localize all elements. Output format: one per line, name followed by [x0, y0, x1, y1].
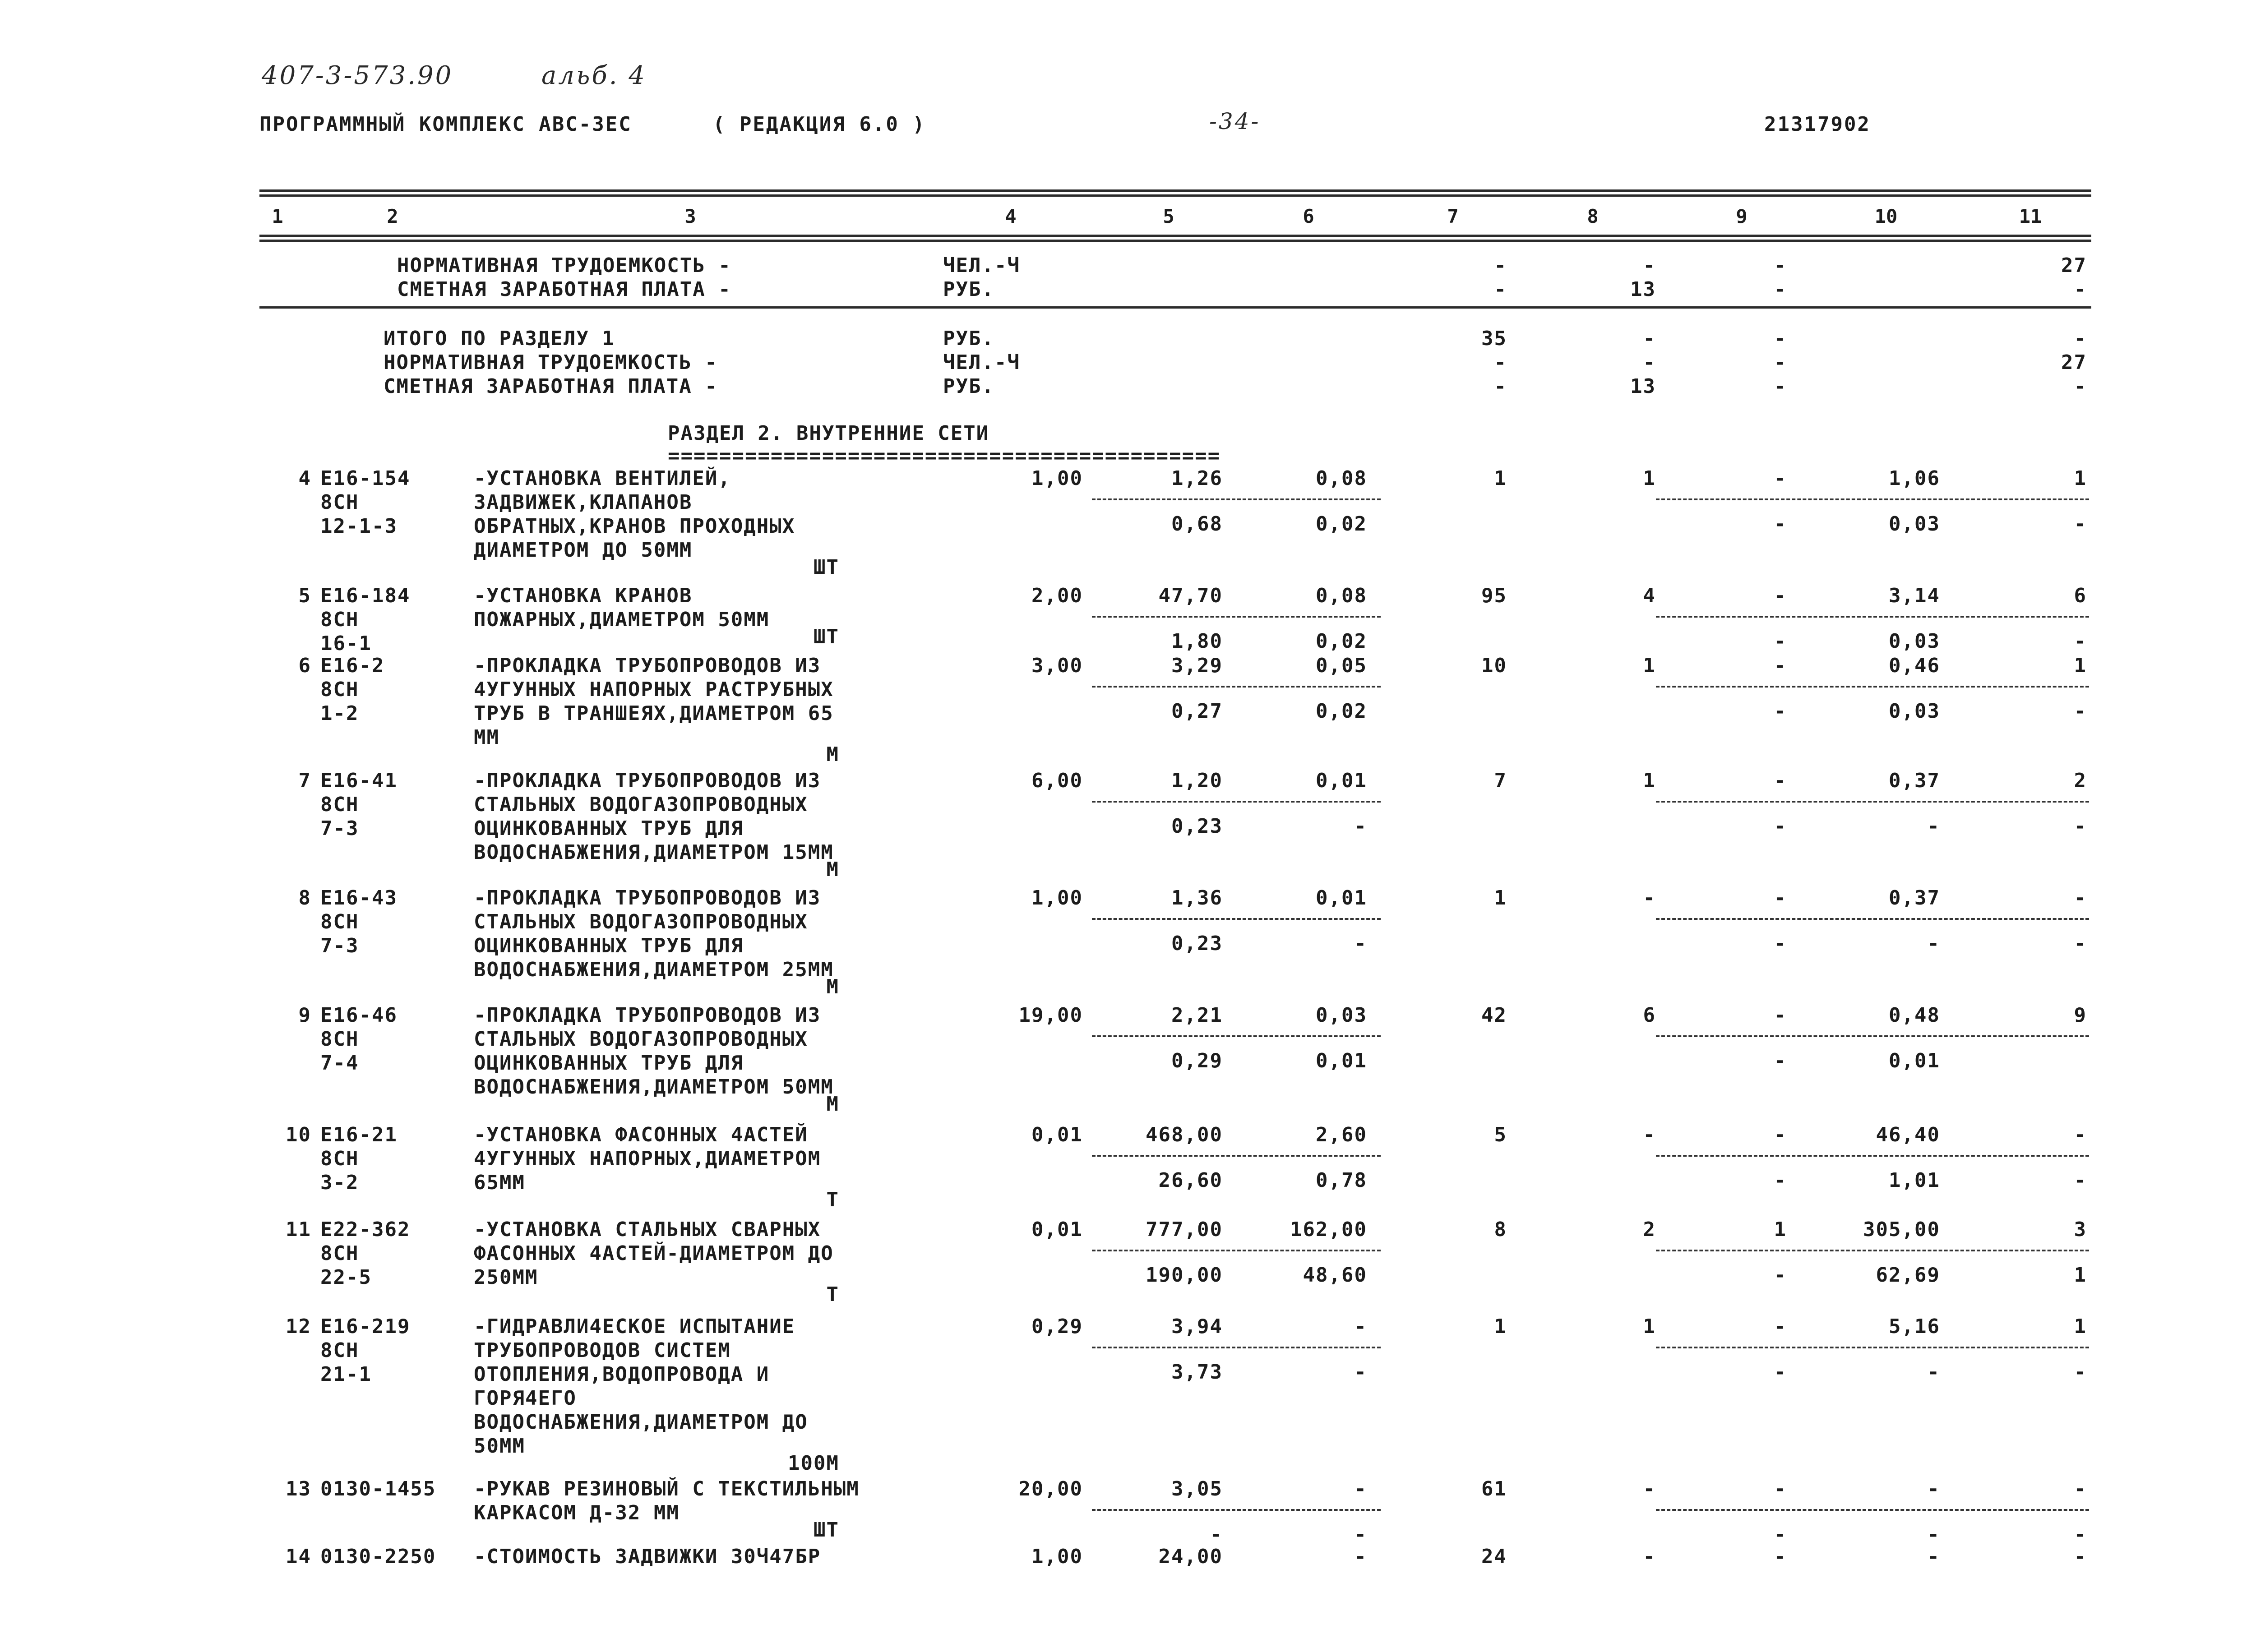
- item-col9-second: -: [1774, 700, 1787, 723]
- item-code: Е16-154: [320, 467, 411, 490]
- totals-col8: -: [1643, 351, 1656, 374]
- item-col8: 1: [1643, 1315, 1656, 1338]
- item-col8: -: [1643, 1477, 1656, 1500]
- item-description: ГОРЯ4ЕГО: [474, 1387, 577, 1410]
- item-quantity: 1,00: [1031, 1545, 1083, 1568]
- item-description: ОЦИНКОВАННЫХ ТРУБ ДЛЯ: [474, 1052, 744, 1075]
- item-col11: -: [2074, 1545, 2087, 1568]
- item-description: ММ: [474, 726, 499, 749]
- item-code: 1-2: [320, 702, 359, 725]
- summary-col8: -: [1643, 254, 1656, 277]
- item-code: Е16-21: [320, 1123, 398, 1146]
- item-unit: ШТ: [814, 625, 839, 648]
- item-quantity: 2,00: [1031, 584, 1083, 607]
- item-col7: 5: [1494, 1123, 1507, 1146]
- item-description: ПОЖАРНЫХ,ДИАМЕТРОМ 50ММ: [474, 608, 770, 631]
- column-number: 9: [1736, 205, 1747, 227]
- item-description: 250ММ: [474, 1266, 538, 1289]
- item-col10: 5,16: [1889, 1315, 1940, 1338]
- totals-col9: -: [1774, 351, 1787, 374]
- item-code: 8СН: [320, 1242, 359, 1265]
- item-col5: 3,29: [1171, 654, 1223, 677]
- item-col10-second: 62,69: [1876, 1264, 1940, 1287]
- item-col10-second: 0,03: [1889, 512, 1940, 535]
- item-number: 5: [298, 584, 311, 607]
- item-col8: 6: [1643, 1004, 1656, 1027]
- item-col6-second: 0,02: [1316, 630, 1367, 653]
- table-top-rule: [259, 189, 2091, 197]
- underline-rule: [1092, 498, 1381, 500]
- item-col6: -: [1354, 1545, 1367, 1568]
- item-code: 8СН: [320, 1147, 359, 1170]
- totals-col9: -: [1774, 327, 1787, 350]
- item-unit: М: [826, 858, 839, 881]
- item-col5-second: 3,73: [1171, 1361, 1223, 1384]
- item-code: 8СН: [320, 491, 359, 514]
- item-code: 8СН: [320, 1028, 359, 1051]
- item-description: -ПРОКЛАДКА ТРУБОПРОВОДОВ ИЗ: [474, 769, 821, 792]
- item-col11-second: 1: [2074, 1264, 2087, 1287]
- item-quantity: 0,01: [1031, 1123, 1083, 1146]
- item-col9-second: -: [1774, 1264, 1787, 1287]
- item-col9: -: [1774, 654, 1787, 677]
- item-col5-second: 0,23: [1171, 815, 1223, 838]
- item-description: ВОДОСНАБЖЕНИЯ,ДИАМЕТРОМ 50ММ: [474, 1075, 834, 1098]
- item-quantity: 6,00: [1031, 769, 1083, 792]
- item-unit: М: [826, 975, 839, 998]
- item-description: 50ММ: [474, 1435, 525, 1458]
- item-col11-second: -: [2074, 700, 2087, 723]
- underline-rule: [1656, 1347, 2089, 1348]
- item-col10-second: -: [1927, 815, 1940, 838]
- summary-label: СМЕТНАЯ ЗАРАБОТНАЯ ПЛАТА -: [397, 278, 731, 301]
- item-code: Е16-41: [320, 769, 398, 792]
- item-quantity: 20,00: [1018, 1477, 1083, 1500]
- item-col7: 42: [1481, 1004, 1507, 1027]
- summary-col9: -: [1774, 254, 1787, 277]
- item-code: 22-5: [320, 1266, 372, 1289]
- item-unit: М: [826, 1093, 839, 1116]
- item-col11: 2: [2074, 769, 2087, 792]
- page-number: -34-: [1209, 108, 1261, 134]
- item-col10: 1,06: [1889, 467, 1940, 490]
- item-col6-second: -: [1354, 815, 1367, 838]
- item-col9-second: -: [1774, 1049, 1787, 1072]
- item-col9: 1: [1774, 1218, 1787, 1241]
- item-col8: 2: [1643, 1218, 1656, 1241]
- item-code: 7-3: [320, 934, 359, 957]
- item-col9-second: -: [1774, 1169, 1787, 1192]
- totals-col9: -: [1774, 375, 1787, 398]
- item-col8: 4: [1643, 584, 1656, 607]
- item-col6: 0,03: [1316, 1004, 1367, 1027]
- item-number: 11: [286, 1218, 311, 1241]
- section-underline: ===========================================: [668, 444, 1221, 467]
- underline-rule: [1092, 616, 1381, 618]
- item-col9: -: [1774, 584, 1787, 607]
- underline-rule: [1656, 686, 2089, 688]
- item-col9: -: [1774, 1477, 1787, 1500]
- underline-rule: [1092, 918, 1381, 920]
- underline-rule: [1656, 918, 2089, 920]
- totals-col11: 27: [2061, 351, 2087, 374]
- item-col6: -: [1354, 1477, 1367, 1500]
- totals-col7: -: [1494, 351, 1507, 374]
- item-col9: -: [1774, 467, 1787, 490]
- column-number: 6: [1303, 205, 1314, 227]
- item-col5-second: 0,27: [1171, 700, 1223, 723]
- column-number: 3: [684, 205, 696, 227]
- item-col6: -: [1354, 1315, 1367, 1338]
- item-col8: -: [1643, 1545, 1656, 1568]
- underline-rule: [1656, 801, 2089, 803]
- item-col11: 1: [2074, 467, 2087, 490]
- program-name: ПРОГРАММНЫЙ КОМПЛЕКС АВС-3ЕС: [259, 113, 632, 136]
- item-code: 0130-1455: [320, 1477, 436, 1500]
- item-number: 13: [286, 1477, 311, 1500]
- item-col6-second: 0,01: [1316, 1049, 1367, 1072]
- item-code: Е16-2: [320, 654, 385, 677]
- underline-rule: [1092, 686, 1381, 688]
- column-number: 8: [1587, 205, 1599, 227]
- item-quantity: 1,00: [1031, 467, 1083, 490]
- item-col6: 0,08: [1316, 584, 1367, 607]
- item-col10-second: -: [1927, 1523, 1940, 1546]
- item-code: 7-4: [320, 1052, 359, 1075]
- item-description: -ГИДРАВЛИ4ЕСКОЕ ИСПЫТАНИЕ: [474, 1315, 795, 1338]
- item-col6: 0,01: [1316, 886, 1367, 909]
- item-col10-second: 1,01: [1889, 1169, 1940, 1192]
- item-col9: -: [1774, 886, 1787, 909]
- item-col11-second: -: [2074, 512, 2087, 535]
- item-code: 3-2: [320, 1171, 359, 1194]
- totals-unit: РУБ.: [943, 375, 994, 398]
- item-col11-second: -: [2074, 1523, 2087, 1546]
- item-col5-second: 190,00: [1146, 1264, 1223, 1287]
- item-description: -УСТАНОВКА СТАЛЬНЫХ СВАРНЫХ: [474, 1218, 821, 1241]
- item-description: -УСТАНОВКА ФАСОННЫХ 4АСТЕЙ: [474, 1123, 808, 1146]
- item-col9-second: -: [1774, 932, 1787, 955]
- underline-rule: [1656, 498, 2089, 500]
- item-col6-second: -: [1354, 932, 1367, 955]
- item-description: -УСТАНОВКА КРАНОВ: [474, 584, 693, 607]
- item-number: 9: [298, 1004, 311, 1027]
- totals-col8: -: [1643, 327, 1656, 350]
- item-quantity: 19,00: [1018, 1004, 1083, 1027]
- item-description: ТРУБОПРОВОДОВ СИСТЕМ: [474, 1339, 731, 1362]
- item-description: ДИАМЕТРОМ ДО 50ММ: [474, 539, 693, 562]
- column-number: 11: [2019, 205, 2042, 227]
- item-col10: -: [1927, 1477, 1940, 1500]
- item-col10-second: 0,01: [1889, 1049, 1940, 1072]
- underline-rule: [1656, 1509, 2089, 1511]
- column-number: 4: [1005, 205, 1017, 227]
- underline-rule: [1656, 1155, 2089, 1157]
- item-code: 8СН: [320, 1339, 359, 1362]
- item-description: ЗАДВИЖЕК,КЛАПАНОВ: [474, 491, 693, 514]
- item-description: 65ММ: [474, 1171, 525, 1194]
- totals-unit: РУБ.: [943, 327, 994, 350]
- item-code: 0130-2250: [320, 1545, 436, 1568]
- item-col5-second: 0,29: [1171, 1049, 1223, 1072]
- item-code: 8СН: [320, 678, 359, 701]
- item-col7: 24: [1481, 1545, 1507, 1568]
- summary-col11: -: [2074, 278, 2087, 301]
- item-col5: 1,26: [1171, 467, 1223, 490]
- underline-rule: [1092, 1155, 1381, 1157]
- item-col5: 1,36: [1171, 886, 1223, 909]
- item-number: 7: [298, 769, 311, 792]
- summary-rule: [259, 306, 2091, 309]
- item-number: 6: [298, 654, 311, 677]
- item-col6-second: 0,02: [1316, 700, 1367, 723]
- item-col10-second: -: [1927, 932, 1940, 955]
- item-number: 12: [286, 1315, 311, 1338]
- item-col11: 9: [2074, 1004, 2087, 1027]
- item-col9: -: [1774, 1004, 1787, 1027]
- item-col8: 1: [1643, 769, 1656, 792]
- item-quantity: 3,00: [1031, 654, 1083, 677]
- column-number: 10: [1874, 205, 1898, 227]
- item-code: Е16-219: [320, 1315, 411, 1338]
- column-number: 5: [1163, 205, 1174, 227]
- item-quantity: 1,00: [1031, 886, 1083, 909]
- item-col5: 24,00: [1158, 1545, 1223, 1568]
- item-col11-second: -: [2074, 630, 2087, 653]
- item-col5: 777,00: [1146, 1218, 1223, 1241]
- item-code: Е22-362: [320, 1218, 411, 1241]
- item-col9-second: -: [1774, 1361, 1787, 1384]
- summary-col8: 13: [1630, 278, 1656, 301]
- item-col9-second: -: [1774, 630, 1787, 653]
- item-col5: 1,20: [1171, 769, 1223, 792]
- underline-rule: [1092, 1250, 1381, 1251]
- item-col9-second: -: [1774, 815, 1787, 838]
- item-col10-second: 0,03: [1889, 630, 1940, 653]
- item-col11-second: -: [2074, 815, 2087, 838]
- item-col5-second: 1,80: [1171, 630, 1223, 653]
- item-description: КАРКАСОМ Д-32 ММ: [474, 1501, 680, 1524]
- item-description: -РУКАВ РЕЗИНОВЫЙ С ТЕКСТИЛЬНЫМ: [474, 1477, 860, 1500]
- item-col7: 1: [1494, 886, 1507, 909]
- item-col11: 6: [2074, 584, 2087, 607]
- item-col6-second: 48,60: [1303, 1264, 1367, 1287]
- section-title: РАЗДЕЛ 2. ВНУТРЕННИЕ СЕТИ: [668, 422, 989, 445]
- item-col5: 3,05: [1171, 1477, 1223, 1500]
- item-col11: 1: [2074, 1315, 2087, 1338]
- item-col10: 3,14: [1889, 584, 1940, 607]
- totals-col7: -: [1494, 375, 1507, 398]
- item-description: 4УГУННЫХ НАПОРНЫХ,ДИАМЕТРОМ: [474, 1147, 821, 1170]
- item-number: 14: [286, 1545, 311, 1568]
- item-unit: Т: [826, 1188, 839, 1211]
- item-code: Е16-46: [320, 1004, 398, 1027]
- summary-col7: -: [1494, 254, 1507, 277]
- item-code: Е16-184: [320, 584, 411, 607]
- item-col9: -: [1774, 769, 1787, 792]
- item-col7: 1: [1494, 1315, 1507, 1338]
- item-quantity: 0,29: [1031, 1315, 1083, 1338]
- item-number: 10: [286, 1123, 311, 1146]
- column-number: 7: [1447, 205, 1459, 227]
- item-col6: 0,01: [1316, 769, 1367, 792]
- item-col10: 305,00: [1863, 1218, 1940, 1241]
- item-col11-second: -: [2074, 1169, 2087, 1192]
- item-code: 8СН: [320, 608, 359, 631]
- handwritten-code: 407-3-573.90: [262, 61, 453, 90]
- item-col8: -: [1643, 1123, 1656, 1146]
- item-col5-second: 0,68: [1171, 512, 1223, 535]
- item-col11: 1: [2074, 654, 2087, 677]
- underline-rule: [1092, 1347, 1381, 1348]
- item-col11: 3: [2074, 1218, 2087, 1241]
- item-col8: -: [1643, 886, 1656, 909]
- totals-col11: -: [2074, 327, 2087, 350]
- item-col6-second: -: [1354, 1523, 1367, 1546]
- item-col9: -: [1774, 1315, 1787, 1338]
- item-col6: 0,05: [1316, 654, 1367, 677]
- item-unit: ШТ: [814, 1518, 839, 1541]
- item-col11-second: -: [2074, 932, 2087, 955]
- item-description: СТАЛЬНЫХ ВОДОГАЗОПРОВОДНЫХ: [474, 1028, 808, 1051]
- item-quantity: 0,01: [1031, 1218, 1083, 1241]
- item-description: ВОДОСНАБЖЕНИЯ,ДИАМЕТРОМ 15ММ: [474, 841, 834, 864]
- item-col5: 3,94: [1171, 1315, 1223, 1338]
- underline-rule: [1092, 1509, 1381, 1511]
- underline-rule: [1092, 801, 1381, 803]
- item-number: 4: [298, 467, 311, 490]
- item-description: ФАСОННЫХ 4АСТЕЙ-ДИАМЕТРОМ ДО: [474, 1242, 834, 1265]
- item-col6: 0,08: [1316, 467, 1367, 490]
- underline-rule: [1656, 616, 2089, 618]
- item-code: Е16-43: [320, 886, 398, 909]
- item-col5: 47,70: [1158, 584, 1223, 607]
- item-col7: 61: [1481, 1477, 1507, 1500]
- item-col6-second: -: [1354, 1361, 1367, 1384]
- item-col6-second: 0,78: [1316, 1169, 1367, 1192]
- item-description: СТАЛЬНЫХ ВОДОГАЗОПРОВОДНЫХ: [474, 910, 808, 933]
- item-col10-second: -: [1927, 1361, 1940, 1384]
- item-col7: 1: [1494, 467, 1507, 490]
- item-col10: -: [1927, 1545, 1940, 1568]
- underline-rule: [1656, 1035, 2089, 1037]
- item-description: -УСТАНОВКА ВЕНТИЛЕЙ,: [474, 467, 731, 490]
- totals-col8: 13: [1630, 375, 1656, 398]
- item-col10: 0,37: [1889, 769, 1940, 792]
- summary-col7: -: [1494, 278, 1507, 301]
- item-col10: 0,46: [1889, 654, 1940, 677]
- item-col11-second: -: [2074, 1361, 2087, 1384]
- totals-unit: ЧЕЛ.-Ч: [943, 351, 1020, 374]
- item-description: ОЦИНКОВАННЫХ ТРУБ ДЛЯ: [474, 817, 744, 840]
- item-description: ОТОПЛЕНИЯ,ВОДОПРОВОДА И: [474, 1363, 770, 1386]
- item-unit: ШТ: [814, 556, 839, 579]
- summary-unit: ЧЕЛ.-Ч: [943, 254, 1020, 277]
- item-col10: 0,48: [1889, 1004, 1940, 1027]
- summary-col11: 27: [2061, 254, 2087, 277]
- item-col11: -: [2074, 1477, 2087, 1500]
- item-description: СТАЛЬНЫХ ВОДОГАЗОПРОВОДНЫХ: [474, 793, 808, 816]
- item-col11: -: [2074, 1123, 2087, 1146]
- item-description: -ПРОКЛАДКА ТРУБОПРОВОДОВ ИЗ: [474, 886, 821, 909]
- doc-number: 21317902: [1764, 113, 1871, 136]
- item-col9: -: [1774, 1545, 1787, 1568]
- summary-col9: -: [1774, 278, 1787, 301]
- item-col5: 468,00: [1146, 1123, 1223, 1146]
- item-col6: 2,60: [1316, 1123, 1367, 1146]
- item-description: ВОДОСНАБЖЕНИЯ,ДИАМЕТРОМ 25ММ: [474, 958, 834, 981]
- item-description: ОЦИНКОВАННЫХ ТРУБ ДЛЯ: [474, 934, 744, 957]
- item-col10: 0,37: [1889, 886, 1940, 909]
- item-col5-second: 0,23: [1171, 932, 1223, 955]
- totals-label: ИТОГО ПО РАЗДЕЛУ 1: [384, 327, 615, 350]
- item-code: 21-1: [320, 1363, 372, 1386]
- item-description: ОБРАТНЫХ,КРАНОВ ПРОХОДНЫХ: [474, 515, 795, 538]
- column-number: 2: [387, 205, 398, 227]
- item-unit: М: [826, 743, 839, 766]
- item-description: -СТОИМОСТЬ ЗАДВИЖКИ 30Ч47БР: [474, 1545, 821, 1568]
- item-description: ВОДОСНАБЖЕНИЯ,ДИАМЕТРОМ ДО: [474, 1411, 808, 1434]
- table-header-rule: [259, 235, 2091, 242]
- item-unit: Т: [826, 1283, 839, 1306]
- item-unit: 100М: [788, 1452, 839, 1475]
- summary-label: НОРМАТИВНАЯ ТРУДОЕМКОСТЬ -: [397, 254, 731, 277]
- totals-col7: 35: [1481, 327, 1507, 350]
- item-col5: 2,21: [1171, 1004, 1223, 1027]
- item-col11: -: [2074, 886, 2087, 909]
- item-col8: 1: [1643, 654, 1656, 677]
- item-code: 16-1: [320, 632, 372, 655]
- item-description: -ПРОКЛАДКА ТРУБОПРОВОДОВ ИЗ: [474, 1004, 821, 1027]
- item-code: 7-3: [320, 817, 359, 840]
- item-col7: 7: [1494, 769, 1507, 792]
- item-col5-second: 26,60: [1158, 1169, 1223, 1192]
- item-col6: 162,00: [1290, 1218, 1367, 1241]
- totals-col11: -: [2074, 375, 2087, 398]
- underline-rule: [1092, 1035, 1381, 1037]
- totals-label: СМЕТНАЯ ЗАРАБОТНАЯ ПЛАТА -: [384, 375, 718, 398]
- item-col9-second: -: [1774, 1523, 1787, 1546]
- underline-rule: [1656, 1250, 2089, 1251]
- handwritten-album: альб. 4: [541, 61, 647, 90]
- item-description: ТРУБ В ТРАНШЕЯХ,ДИАМЕТРОМ 65: [474, 702, 834, 725]
- item-col9: -: [1774, 1123, 1787, 1146]
- item-col5-second: -: [1210, 1523, 1223, 1546]
- column-number: 1: [272, 205, 283, 227]
- item-code: 12-1-3: [320, 515, 398, 538]
- item-col10-second: 0,03: [1889, 700, 1940, 723]
- item-col10: 46,40: [1876, 1123, 1940, 1146]
- item-col7: 95: [1481, 584, 1507, 607]
- summary-unit: РУБ.: [943, 278, 994, 301]
- item-description: -ПРОКЛАДКА ТРУБОПРОВОДОВ ИЗ: [474, 654, 821, 677]
- item-code: 8СН: [320, 910, 359, 933]
- item-col8: 1: [1643, 467, 1656, 490]
- item-col9-second: -: [1774, 512, 1787, 535]
- item-col7: 10: [1481, 654, 1507, 677]
- item-number: 8: [298, 886, 311, 909]
- edition: ( РЕДАКЦИЯ 6.0 ): [713, 113, 926, 136]
- item-col6-second: 0,02: [1316, 512, 1367, 535]
- item-code: 8СН: [320, 793, 359, 816]
- item-col7: 8: [1494, 1218, 1507, 1241]
- item-description: 4УГУННЫХ НАПОРНЫХ РАСТРУБНЫХ: [474, 678, 834, 701]
- totals-label: НОРМАТИВНАЯ ТРУДОЕМКОСТЬ -: [384, 351, 718, 374]
